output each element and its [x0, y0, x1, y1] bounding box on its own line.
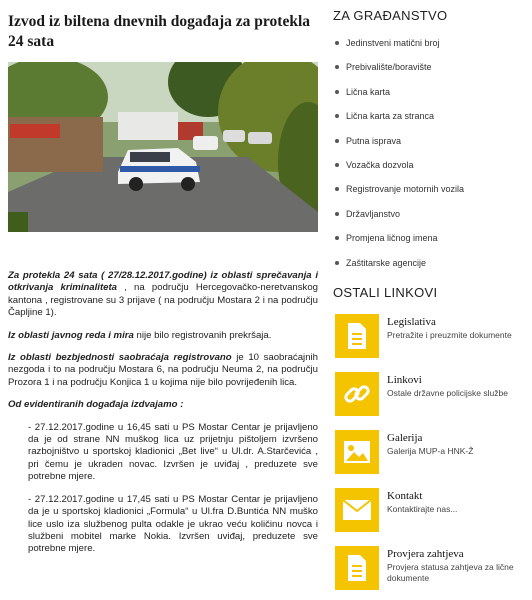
links-heading: OSTALI LINKOVI	[333, 284, 438, 300]
bullet-icon	[335, 187, 339, 191]
article-photo	[8, 62, 318, 232]
paragraph-public-order-bold: Iz oblasti javnog reda i mira	[8, 329, 134, 341]
event-item: - 27.12.2017.godine u 16,45 sati u PS Mostar Centar je prijavljeno da je od strane NN muškog lica uz prijetnju pištoljem izvršeno razbojništvo u sportskoj kladionici „Bet live“ u Ul.dr. A.Starčevića , pri čemu je ukraden novac. Izvršen je uviđaj , preduzete sve potrebne mjere.	[28, 421, 318, 483]
article-body	[8, 270, 318, 556]
sidebar-item-label: Prebivalište/boravište	[346, 62, 432, 73]
paragraph-traffic-bold: Iz oblasti bezbjednosti saobraćaja registrovano	[8, 352, 232, 364]
paragraph-public-order-text: nije bilo registrovanih prekršaja.	[133, 329, 272, 341]
police-car-photo	[8, 62, 318, 232]
document-icon	[335, 546, 379, 590]
sidebar-item-label: Državljanstvo	[346, 208, 401, 219]
other-links	[333, 310, 523, 597]
sidebar-item-registrovanje[interactable]	[333, 179, 523, 203]
main-content	[8, 12, 318, 566]
bullet-icon	[335, 65, 339, 69]
link-card-desc: Pretražite i preuzmite dokumente	[387, 329, 512, 340]
sidebar	[333, 8, 523, 600]
bullet-icon	[335, 139, 339, 143]
paragraph-traffic	[8, 352, 318, 389]
sidebar-item-promjena-imena[interactable]	[333, 228, 523, 252]
link-card-desc: Galerija MUP-a HNK-Ž	[387, 445, 474, 456]
sidebar-item-label: Promjena ličnog imena	[346, 233, 438, 244]
link-card-desc: Ostale državne policijske službe	[387, 387, 508, 398]
link-card-title: Galerija	[387, 431, 423, 444]
events-heading: Od evidentiranih događaja izdvajamo :	[8, 399, 184, 411]
envelope-icon	[335, 488, 379, 532]
sidebar-item-vozacka[interactable]	[333, 155, 523, 179]
link-card-linkovi[interactable]	[333, 368, 523, 423]
sidebar-item-licna-karta-stranca[interactable]	[333, 106, 523, 130]
article-title: Izvod iz biltena dnevnih događaja za protekla 24 sata	[8, 13, 311, 50]
sidebar-item-licna-karta[interactable]	[333, 82, 523, 106]
sidebar-item-label: Putna isprava	[346, 135, 402, 146]
event-item: - 27.12.2017.godine u 17,45 sati u PS Mostar Centar je prijavljeno da je u sportskoj kladionici „Formula“ u Ul.fra D.Buntića NN muško lice uslo iza službenog pulta odakle je ukrao veću količinu novca i službeni mobitel marke Nokia. Izvršen uviđaj, preduzete sve potrebne mjere.	[28, 493, 318, 555]
sidebar-item-jmb[interactable]	[333, 33, 523, 57]
link-card-desc: Kontaktirajte nas...	[387, 503, 458, 514]
bullet-icon	[335, 41, 339, 45]
bullet-icon	[335, 261, 339, 265]
link-icon	[335, 372, 379, 416]
bullet-icon	[335, 90, 339, 94]
paragraph-traffic-text: je 10 saobraćajnih nezgoda i to na području Mostara 6, na području Neuma 2, na području Prozora 1 i na području Konjica 1 u kojima nije bilo povrijeđenih lica.	[8, 352, 318, 388]
citizens-menu	[333, 33, 523, 277]
link-card-title: Kontakt	[387, 489, 423, 502]
bullet-icon	[335, 212, 339, 216]
sidebar-item-label: Lična karta za stranca	[346, 111, 435, 122]
bullet-icon	[335, 163, 339, 167]
bullet-icon	[335, 236, 339, 240]
link-card-kontakt[interactable]	[333, 484, 523, 539]
paragraph-crime	[8, 270, 318, 320]
link-card-title: Linkovi	[387, 373, 422, 386]
link-card-title: Legislativa	[387, 315, 436, 328]
paragraph-events-heading	[8, 399, 318, 411]
image-icon	[335, 430, 379, 474]
sidebar-item-drzavljanstvo[interactable]	[333, 204, 523, 228]
bullet-icon	[335, 114, 339, 118]
sidebar-item-label: Jedinstveni matični broj	[346, 38, 440, 48]
document-icon	[335, 314, 379, 358]
paragraph-public-order	[8, 330, 318, 342]
sidebar-heading: ZA GRAĐANSTVO	[333, 8, 448, 23]
sidebar-item-prebivaliste[interactable]	[333, 57, 523, 81]
link-card-legislativa[interactable]	[333, 310, 523, 365]
sidebar-item-zastitarske[interactable]	[333, 253, 523, 277]
sidebar-item-label: Registrovanje motornih vozila	[346, 184, 465, 195]
sidebar-item-label: Lična karta	[346, 86, 391, 97]
sidebar-item-putna-isprava[interactable]	[333, 131, 523, 155]
link-card-galerija[interactable]	[333, 426, 523, 481]
paragraph-crime-bold: Za protekla 24 sata ( 27/28.12.2017.godine) iz oblasti sprečavanja i otkrivanja kriminaliteta	[8, 270, 318, 294]
paragraph-crime-text: , na području Hercegovačko-neretvanskog kantona , registrovane su 3 prijave ( na području Mostara 2 i na području Čapljine 1).	[8, 282, 318, 319]
link-card-title: Provjera zahtjeva	[387, 547, 464, 560]
sidebar-item-label: Zaštitarske agencije	[346, 257, 427, 268]
sidebar-item-label: Vozačka dozvola	[346, 159, 414, 170]
link-card-provjera[interactable]	[333, 542, 523, 597]
link-card-desc: Provjera statusa zahtjeva za lične dokumente	[387, 561, 514, 583]
